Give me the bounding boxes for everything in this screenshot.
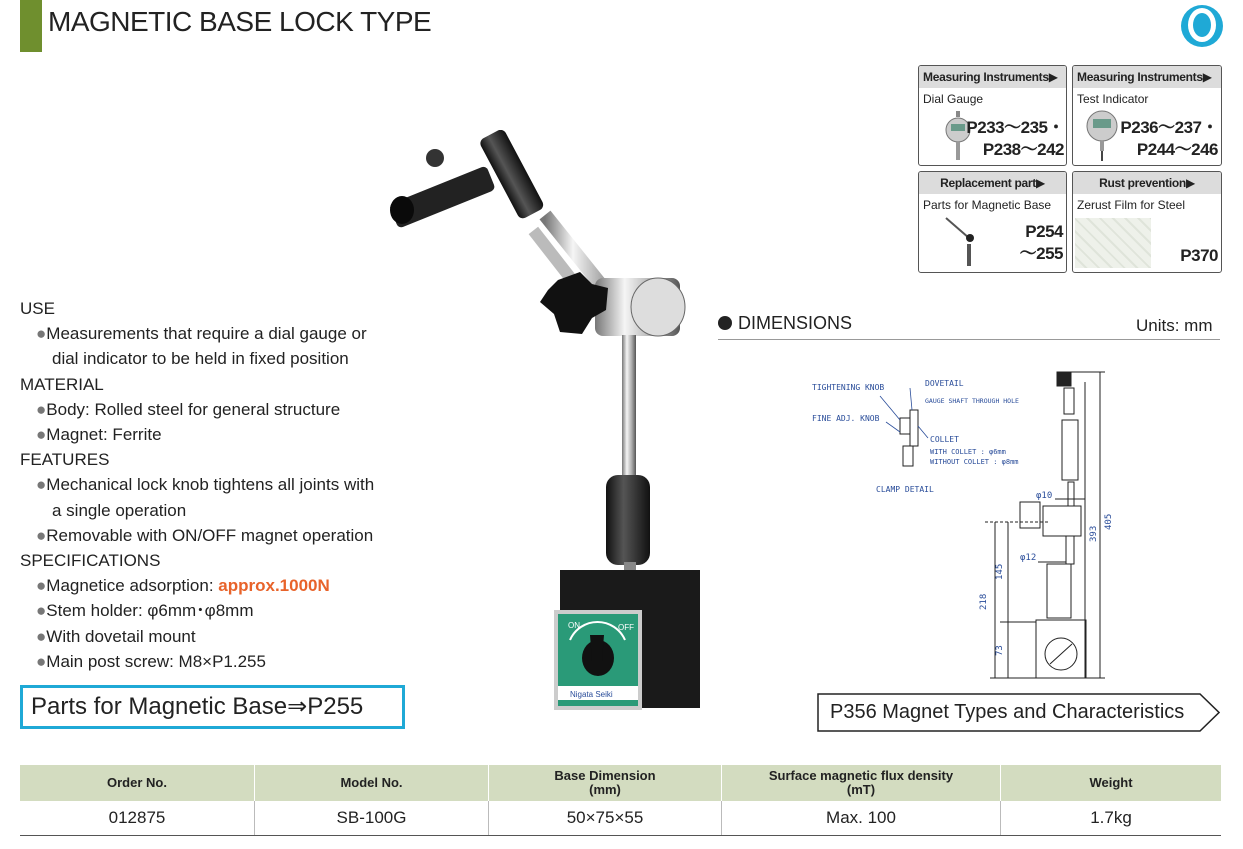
- dimensions-divider: [718, 339, 1220, 340]
- ref-rust-prevention[interactable]: [1072, 171, 1222, 273]
- feature-item: ●Removable with ON/OFF magnet operation: [36, 525, 374, 545]
- spec-item: ●With dovetail mount: [36, 626, 196, 646]
- ref-category: Measuring Instruments▶: [1073, 66, 1221, 88]
- col-flux-density: Surface magnetic flux density (mT): [722, 765, 1001, 801]
- col-weight: Weight: [1001, 765, 1222, 801]
- parts-link-box[interactable]: Parts for Magnetic Base⇒P255: [20, 685, 405, 729]
- feature-item-cont: a single operation: [52, 500, 187, 520]
- ref-page: P254 ～255: [1019, 222, 1063, 263]
- specifications-heading: SPECIFICATIONS: [20, 551, 161, 571]
- label-145: 145: [995, 563, 1005, 580]
- units-label: Units: mm: [1136, 316, 1213, 335]
- ref-page: P370: [1180, 246, 1218, 265]
- page-title: MAGNETIC BASE LOCK TYPE: [48, 6, 432, 37]
- label-clamp-detail: CLAMP DETAIL: [876, 485, 934, 494]
- label-fine-adj: FINE ADJ. KNOB: [812, 414, 880, 423]
- on-label: ON: [568, 621, 580, 630]
- label-phi12: φ12: [1020, 553, 1037, 563]
- spec-item: ●Stem holder: φ6mm･φ8mm: [36, 601, 254, 621]
- off-label: OFF: [618, 623, 634, 632]
- label-collet: COLLET: [930, 435, 959, 444]
- zerust-film-image: [1075, 218, 1151, 268]
- spec-section: [20, 296, 460, 674]
- use-item: ●Measurements that require a dial gauge or: [36, 324, 367, 344]
- table-row: [20, 801, 1221, 836]
- ref-item: Dial Gauge: [923, 92, 984, 106]
- test-indicator-icon: [1085, 110, 1119, 162]
- brand-label: Nigata Seiki: [570, 690, 613, 699]
- cell-weight: 1.7kg: [1001, 801, 1222, 836]
- use-heading: USE: [20, 299, 55, 318]
- label-without-collet: WITHOUT COLLET : φ8mm: [930, 458, 1019, 466]
- section-letter: [1188, 8, 1216, 42]
- ref-item: Test Indicator: [1077, 92, 1149, 106]
- col-order-no: Order No.: [20, 765, 255, 801]
- title-accent-bar: [20, 0, 42, 52]
- label-393: 393: [1089, 525, 1099, 542]
- col-base-dimension: Base Dimension (mm): [489, 765, 722, 801]
- ref-page: P236～237・ P244～246: [1120, 118, 1218, 159]
- label-405: 405: [1104, 513, 1114, 530]
- cell-order-no: 012875: [20, 801, 255, 836]
- feature-item: ●Mechanical lock knob tightens all joints with: [36, 475, 375, 495]
- label-dovetail: DOVETAIL: [925, 379, 964, 388]
- table-header-row: [20, 765, 1221, 801]
- ref-dial-gauge[interactable]: [918, 65, 1067, 166]
- material-heading: MATERIAL: [20, 374, 104, 394]
- magnet-types-link[interactable]: P356 Magnet Types and Characteristics: [830, 701, 1185, 723]
- cell-flux-density: Max. 100: [722, 801, 1001, 836]
- ref-category: Measuring Instruments▶: [919, 66, 1066, 88]
- material-item: ●Body: Rolled steel for general structure: [36, 399, 341, 419]
- ref-test-indicator[interactable]: [1072, 65, 1222, 166]
- product-table: [20, 765, 1221, 836]
- ref-item: Zerust Film for Steel: [1077, 198, 1186, 212]
- bullet-icon: [718, 316, 732, 330]
- ref-replacement-part[interactable]: [918, 171, 1067, 273]
- material-item: ●Magnet: Ferrite: [36, 425, 162, 445]
- spec-item: ●Main post screw: M8×P1.255: [36, 651, 266, 671]
- features-heading: FEATURES: [20, 450, 110, 470]
- dimensions-drawing: [800, 360, 1140, 690]
- label-with-collet: WITH COLLET : φ6mm: [930, 448, 1006, 456]
- spec-item-adsorption: ●Magnetice adsorption: approx.1000N: [36, 576, 330, 596]
- label-tightening-knob: TIGHTENING KNOB: [812, 383, 885, 392]
- section-badge: [1181, 5, 1223, 47]
- cell-model-no: SB-100G: [255, 801, 489, 836]
- label-phi10: φ10: [1036, 491, 1053, 501]
- adsorption-value: approx.1000N: [218, 576, 330, 596]
- ref-item: Parts for Magnetic Base: [923, 198, 1052, 212]
- ref-page: P233～235・ P238～242: [966, 118, 1064, 159]
- dimensions-heading: DIMENSIONS: [718, 313, 852, 334]
- replacement-part-icon: [943, 216, 983, 268]
- label-gauge-shaft: GAUGE SHAFT THROUGH HOLE: [925, 397, 1019, 405]
- col-model-no: Model No.: [255, 765, 489, 801]
- label-73: 73: [995, 645, 1005, 656]
- use-item-cont: dial indicator to be held in fixed position: [52, 349, 349, 369]
- cell-base-dimension: 50×75×55: [489, 801, 722, 836]
- ref-category: Replacement part▶: [919, 172, 1066, 194]
- ref-category: Rust prevention▶: [1073, 172, 1221, 194]
- label-218: 218: [979, 593, 989, 610]
